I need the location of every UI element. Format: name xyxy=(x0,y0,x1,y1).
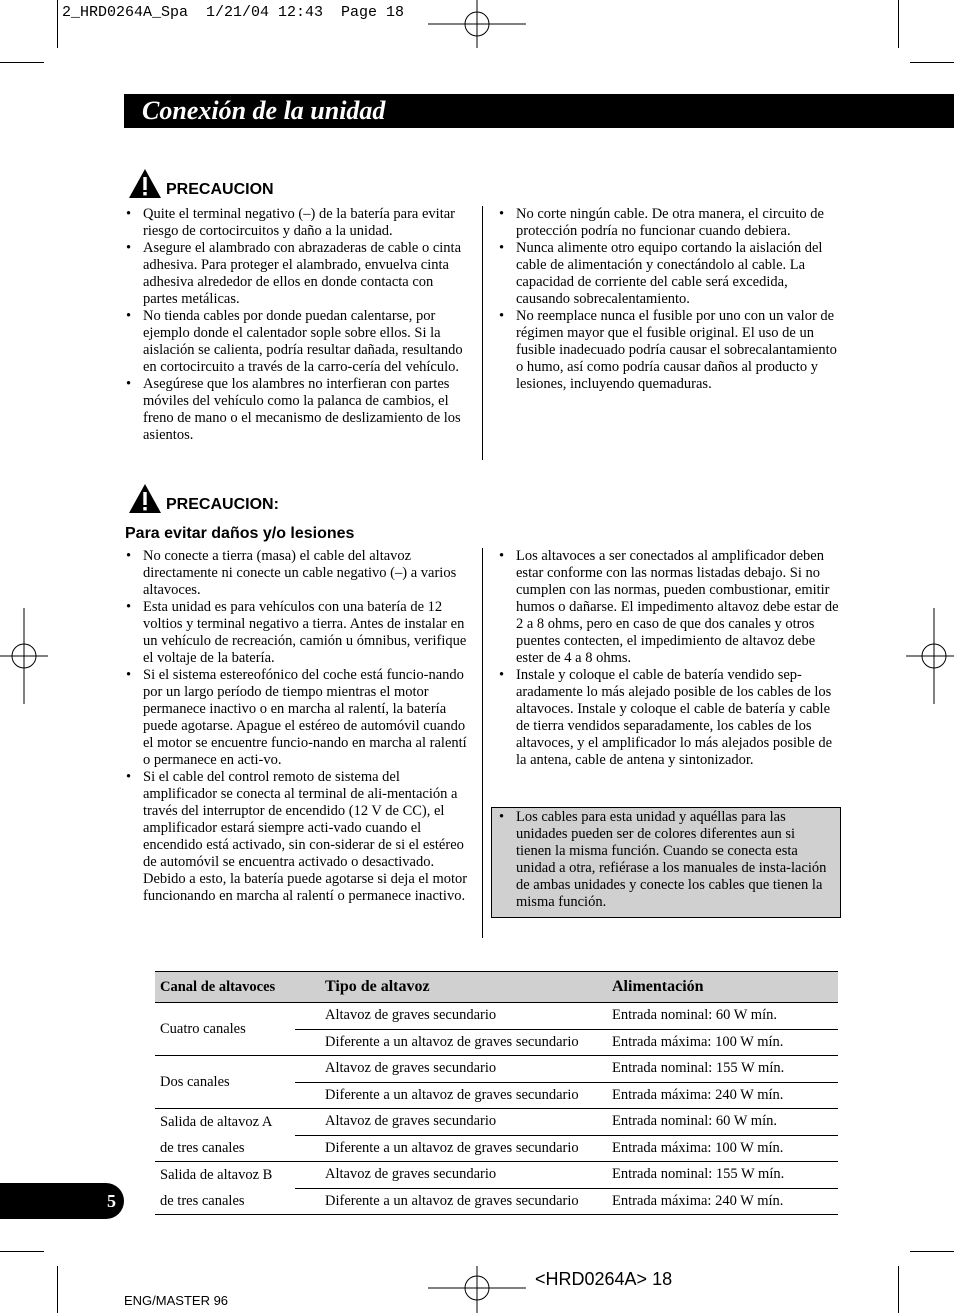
list-item: • No corte ningún cable. De otra manera, el circuito de protección podría no funcionar cuando debiera. xyxy=(497,206,842,240)
table-cell-type: Altavoz de graves secundario xyxy=(295,1003,607,1030)
table-cell-type: Diferente a un altavoz de graves secundario xyxy=(295,1029,607,1056)
caution-list-left-2 xyxy=(124,548,469,905)
column-divider xyxy=(482,548,483,938)
caution-list-left-1 xyxy=(124,206,469,444)
registration-mark-bottom xyxy=(428,1266,528,1313)
speaker-table xyxy=(155,971,838,1215)
table-cell-channel-line2: de tres canales xyxy=(155,1188,295,1215)
crop-mark xyxy=(910,1251,954,1252)
print-header: 2_HRD0264A_Spa 1/21/04 12:43 Page 18 xyxy=(62,4,405,21)
footer-master: ENG/MASTER 96 xyxy=(124,1293,229,1308)
note-text: • Los cables para esta unidad y aquéllas para las unidades pueden ser de colores diferentes aun si tienen la misma función. Cuando se conecta esta unidad a otra, refiérase a los manuales de insta-lación de ambas unidades y conecte los cables que tienen la misma función. xyxy=(497,809,834,911)
footer-code: <HRD0264A> 18 xyxy=(535,1269,673,1289)
table-cell-channel: Salida de altavoz B xyxy=(160,1166,273,1183)
caution-title: PRECAUCION xyxy=(166,181,274,198)
list-item: • No reemplace nunca el fusible por uno con un valor de régimen mayor que el fusible original. El uso de un fusible inadecuado podría causar el sobrecalantamiento o humo, así como podría causar daños al producto y lesiones, incluyendo quemaduras. xyxy=(497,308,842,393)
table-cell-channel: Cuatro canales xyxy=(155,1003,295,1056)
list-item: • Quite el terminal negativo (–) de la batería para evitar riesgo de cortocircuitos y daño a la unidad. xyxy=(124,206,469,240)
page-title: Conexión de la unidad xyxy=(142,96,386,125)
table-cell-type: Diferente a un altavoz de graves secundario xyxy=(295,1082,607,1109)
table-cell-power: Entrada máxima: 100 W mín. xyxy=(607,1029,838,1056)
crop-mark xyxy=(57,1266,58,1313)
table-cell-type: Altavoz de graves secundario xyxy=(295,1109,607,1136)
caution-title: PRECAUCION: xyxy=(166,496,279,513)
table-header: Tipo de altavoz xyxy=(295,972,607,1003)
table-header: Alimentación xyxy=(607,972,838,1003)
table-cell-power: Entrada máxima: 100 W mín. xyxy=(607,1135,838,1162)
caution-heading-1 xyxy=(128,168,274,199)
title-bar xyxy=(124,94,954,128)
table-cell-type: Altavoz de graves secundario xyxy=(295,1056,607,1083)
caution-heading-2 xyxy=(128,483,279,514)
registration-mark-top xyxy=(428,0,528,48)
page-number-tab xyxy=(0,1183,124,1219)
column-divider xyxy=(482,206,483,460)
table-cell-type: Altavoz de graves secundario xyxy=(295,1162,607,1189)
table-cell-power: Entrada máxima: 240 W mín. xyxy=(607,1082,838,1109)
table-cell-type: Diferente a un altavoz de graves secundario xyxy=(295,1135,607,1162)
list-item: • Si el sistema estereofónico del coche está funcio-nando por un largo período de tiempo mientras el motor permanece inactivo o en marcha al ralentí, la batería puede agotarse. Apague el estéreo de automóvil cuando el motor se encuentre funcio-nando en marcha al ralentí o permanece en acti-vo. xyxy=(124,667,469,769)
list-item: • No conecte a tierra (masa) el cable del altavoz directamente ni conecte un cable negativo (–) a varios altavoces. xyxy=(124,548,469,599)
page-number: 5 xyxy=(107,1191,116,1211)
table-cell-power: Entrada nominal: 60 W mín. xyxy=(607,1109,838,1136)
table-cell-power: Entrada máxima: 240 W mín. xyxy=(607,1188,838,1215)
table-cell-channel-line2: de tres canales xyxy=(155,1135,295,1162)
crop-mark xyxy=(0,62,44,63)
table-cell-type: Diferente a un altavoz de graves secundario xyxy=(295,1188,607,1215)
registration-mark-right xyxy=(906,608,954,704)
crop-mark xyxy=(898,1266,899,1313)
registration-mark-left xyxy=(0,608,48,704)
table-cell-power: Entrada nominal: 155 W mín. xyxy=(607,1056,838,1083)
table-cell-power: Entrada nominal: 60 W mín. xyxy=(607,1003,838,1030)
warning-icon xyxy=(128,483,162,514)
note-box xyxy=(491,807,841,918)
list-item: • Instale y coloque el cable de batería vendido sep-aradamente lo más alejado posible de los cables de los altavoces. Instale y coloque el cable de batería y cable de tierra vendidos separadamente, los cables de los altavoces, y el amplificador lo más alejados posible de la antena, cable de antena y sintonizador. xyxy=(497,667,842,769)
list-item: • Esta unidad es para vehículos con una batería de 12 voltios y terminal negativo a tierra. Antes de instalar en un vehículo de recreación, camión u ómnibus, verifique el voltaje de la batería. xyxy=(124,599,469,667)
crop-mark xyxy=(910,62,954,63)
warning-icon xyxy=(128,168,162,199)
table-header: Canal de altavoces xyxy=(155,972,295,1003)
table-cell-power: Entrada nominal: 155 W mín. xyxy=(607,1162,838,1189)
list-item: • Asegúrese que los alambres no interfieran con partes móviles del vehículo como la palanca de cambios, el freno de mano o el mecanismo de deslizamiento de los asientos. xyxy=(124,376,469,444)
table-cell-channel: Salida de altavoz A xyxy=(160,1113,273,1130)
list-item: • Nunca alimente otro equipo cortando la aislación del cable de alimentación y conectándolo al cable. La capacidad de corriente del cable será excedida, causando sobrecalentamiento. xyxy=(497,240,842,308)
table-cell-channel: Dos canales xyxy=(155,1056,295,1109)
caution-list-right-1 xyxy=(497,206,842,393)
list-item: • Los altavoces a ser conectados al amplificador deben estar conforme con las normas listadas debajo. Si no cumplen con las normas, pueden combustionar, emitir humos o dañarse. El impedimento altavoz debe estar de 2 a 8 ohms, pero en caso de que dos canales y otros puentes contecten, el impedimiento de altavoz debe ester de 4 a 8 ohms. xyxy=(497,548,842,667)
crop-mark xyxy=(898,0,899,48)
caution-list-right-2 xyxy=(497,548,842,769)
list-item: • Asegure el alambrado con abrazaderas de cable o cinta adhesiva. Para proteger el alambrado, envuelva cinta adhesiva alrededor de ellos en donde contacta con partes metálicas. xyxy=(124,240,469,308)
list-item: • No tienda cables por donde puedan calentarse, por ejemplo donde el calentador sople sobre ellos. Si la aislación se calienta, podría resultar dañada, resultando en cortocircuito a través de la carro-cería del vehículo. xyxy=(124,308,469,376)
crop-mark xyxy=(0,1251,44,1252)
crop-mark xyxy=(57,0,58,48)
list-item: • Si el cable del control remoto de sistema del amplificador se conecta al terminal de ali-mentación a través del interruptor de encendido (12 V de CC), el amplificador estará siempre acti-vado cuando el encendido está activado, sin con-siderar de si el estéreo de automóvil se encuentra activado o desactivado. Debido a esto, la batería puede agotarse si deja el motor funcionando en marcha al ralentí o permanece inactivo. xyxy=(124,769,469,905)
caution-subheading: Para evitar daños y/o lesiones xyxy=(125,525,355,542)
